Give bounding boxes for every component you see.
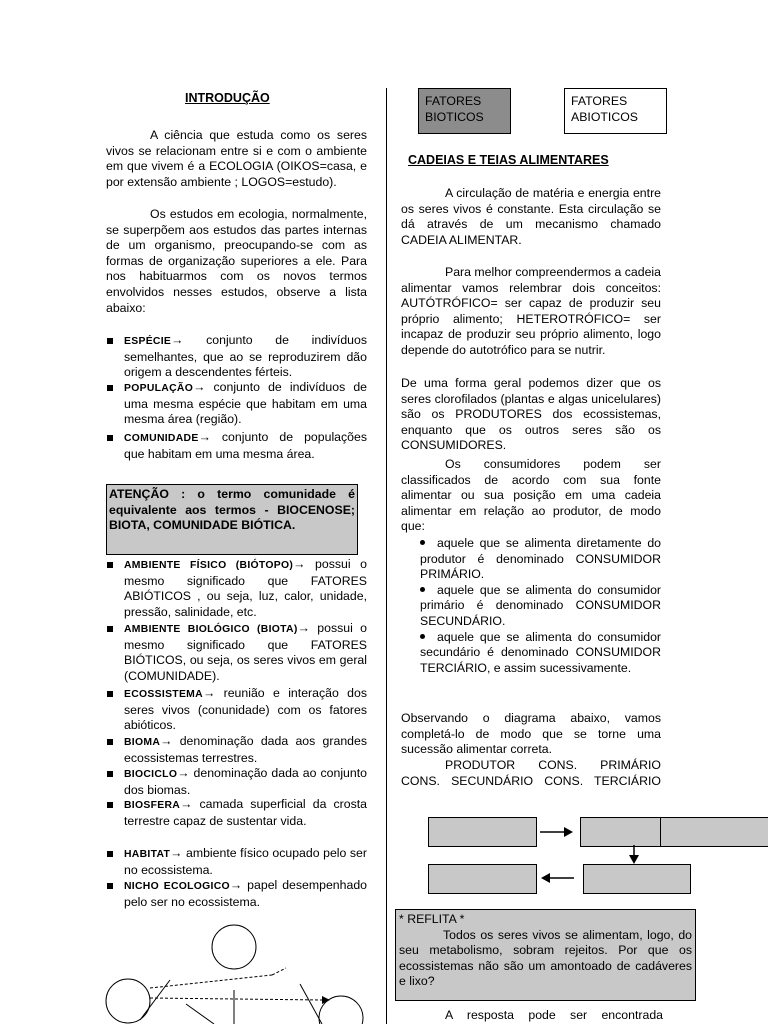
list-item (401, 583, 661, 630)
food-web-line (300, 984, 322, 1024)
box-fatores-bioticos: FATORES BIOTICOS (418, 88, 511, 134)
arrow-icon: → (198, 430, 211, 444)
bullet-square-icon (107, 739, 113, 745)
reflita-box (395, 909, 696, 1001)
list-item (401, 536, 661, 583)
list-item-text: aquele que se alimenta do consumidor primário é denominado CONSUMIDOR SECUNDÁRIO. (420, 582, 661, 628)
box-fatores-abioticos: FATORES ABIOTICOS (564, 88, 667, 134)
arrow-icon: → (297, 621, 310, 635)
bullet-square-icon (107, 385, 113, 391)
consumer-list (401, 536, 661, 676)
reflita-title: * REFLITA * (399, 912, 465, 926)
term-definition: possui o mesmo significado que FATORES ABIÓTICOS , ou seja, luz, calor, unidade, pressão, salinidade, etc. (124, 557, 367, 619)
list-item-text: aquele que se alimenta do consumidor secundário é denominado CONSUMIDOR TERCIÁRIO, e assim sucessivamente. (420, 629, 661, 675)
chains-paragraph-4: Os consumidores podem ser classificados de acordo com sua fonte alimentar ou sua posição em uma cadeia alimentar em relação ao produtor, de modo que: (401, 457, 661, 534)
term-definition: conjunto de indivíduos de uma mesma espécie que habitam em uma mesma área (região). (124, 380, 367, 427)
term-definition: denominação dada aos grandes ecossistemas terrestres. (124, 734, 367, 765)
chains-title: CADEIAS E TEIAS ALIMENTARES (408, 153, 609, 167)
arrow-icon: → (193, 380, 206, 394)
chains-paragraph-2: Para melhor compreendermos a cadeia alimentar vamos relembrar dois conceitos: AUTÓTRÓFICO= ser capaz de produzir seu próprio alimento; HETEROTRÓFICO= ser incapaz de produzir seu próprio alimento, logo depende do autotrófico para se nutrir. (401, 265, 661, 357)
arrow-icon: → (170, 846, 183, 860)
chain-box-5[interactable] (428, 864, 537, 894)
term-item-ambiente-fisico (124, 557, 367, 620)
arrow-icon: → (180, 797, 193, 811)
list-item-text: aquele que se alimenta diretamente do produtor é denominado CONSUMIDOR PRIMÁRIO. (420, 536, 661, 582)
food-web-line (186, 1004, 214, 1024)
term-item-especie (124, 333, 367, 381)
attention-box: ATENÇÃO : o termo comunidade é equivalente aos termos - BIOCENOSE; BIOTA, COMUNIDADE BIÓTICA. (106, 484, 358, 555)
bullet-dot-icon (420, 587, 425, 592)
arrow-icon: → (160, 734, 173, 748)
list-item (401, 630, 661, 677)
term-label: AMBIENTE FÍSICO (BIÓTOPO) (124, 560, 294, 571)
term-item-ambiente-biologico (124, 621, 367, 684)
term-definition: camada superficial da crosta terrestre capaz de sustentar vida. (124, 797, 367, 828)
term-item-populacao (124, 380, 367, 428)
food-web-circle (212, 925, 256, 969)
arrow-icon: → (171, 333, 184, 347)
food-web-arrow (150, 998, 322, 1000)
chains-paragraph-3: De uma forma geral podemos dizer que os seres clorofilados (plantas e algas unicelulares) são os PRODUTORES dos ecossistemas, enquanto que os outros seres são os CONSUMIDORES. (401, 376, 661, 453)
term-definition: denominação dada ao conjunto dos biomas. (124, 766, 367, 797)
bullet-square-icon (107, 435, 113, 441)
term-definition: papel desempenhado pelo ser no ecossistema. (124, 878, 368, 909)
chain-box-4[interactable] (583, 864, 691, 894)
chain-box-1[interactable] (428, 817, 537, 847)
bullet-square-icon (107, 802, 113, 808)
term-label: NICHO ECOLOGICO (124, 881, 230, 892)
term-item-biosfera (124, 797, 367, 829)
term-definition: possui o mesmo significado que FATORES BIÓTICOS, ou seja, os seres vivos em geral (COMUNIDADE). (124, 621, 367, 683)
intro-paragraph-2: Os estudos em ecologia, normalmente, se superpõem aos estudos das partes internas de um organismo, preocupando-se com as formas de organização superiores a ele. Para nos habituarmos com os novos termos envolvidos nesses estudos, observe a lista abaixo: (106, 207, 367, 315)
chain-arrow-right-icon (540, 824, 574, 840)
chain-words: PRODUTOR CONS. PRIMÁRIO CONS. SECUNDÁRIO CONS. TERCIÁRIO (401, 758, 661, 788)
answer-line: A resposta pode ser encontrada (445, 1008, 663, 1022)
term-label: BIOSFERA (124, 800, 181, 811)
bullet-square-icon (107, 562, 113, 568)
term-item-ecossistema (124, 686, 367, 734)
term-item-biociclo (124, 766, 367, 798)
bullet-square-icon (107, 851, 113, 857)
bullet-dot-icon (420, 540, 425, 545)
term-label: AMBIENTE BIOLÓGICO (BIOTA) (124, 624, 298, 635)
arrow-icon: → (293, 557, 306, 571)
term-item-comunidade (124, 430, 367, 462)
bullet-square-icon (107, 338, 113, 344)
term-definition: conjunto de populações que habitam em uma mesma área. (124, 430, 367, 461)
term-label: ESPÉCIE (124, 336, 172, 347)
food-web-arrow (272, 968, 286, 975)
chain-box-3[interactable] (660, 817, 768, 847)
bullet-dot-icon (420, 634, 425, 639)
term-label: BIOMA (124, 737, 161, 748)
bullet-square-icon (107, 691, 113, 697)
column-divider (386, 88, 387, 1024)
chains-paragraph-5: Observando o diagrama abaixo, vamos completá-lo de modo que se torne uma sucessão alimentar correta. (401, 711, 661, 757)
bullet-square-icon (107, 626, 113, 632)
bullet-square-icon (107, 883, 113, 889)
term-label: HABITAT (124, 849, 171, 860)
chain-arrow-left-icon (540, 870, 574, 886)
chains-paragraph-1: A circulação de matéria e energia entre os seres vivos é constante. Esta circulação se dá através de um mecanismo chamado CADEIA ALIMENTAR. (401, 186, 661, 247)
chain-arrow-down-icon (626, 845, 642, 865)
food-web-diagram (100, 920, 370, 1024)
reflita-text: Todos os seres vivos se alimentam, logo, do seu metabolismo, sobram rejeitos. Por que os ecossistemas não são um amontoado de cadáveres e lixo? (399, 927, 692, 989)
intro-paragraph-1: A ciência que estuda como os seres vivos se relacionam entre si e com o ambiente em que vivem é a ECOLOGIA (OIKOS=casa, e por extensão ambiente ; LOGOS=estudo). (106, 128, 367, 189)
term-definition: ambiente físico ocupado pelo ser no ecossistema. (124, 846, 367, 877)
term-item-nicho-ecologico (124, 878, 367, 910)
term-item-bioma (124, 734, 367, 766)
term-definition: reunião e interação dos seres vivos (conunidade) com os fatores abióticos. (124, 686, 367, 733)
arrow-icon: → (177, 766, 190, 780)
term-label: COMUNIDADE (124, 433, 199, 444)
arrow-icon: → (229, 878, 243, 892)
intro-title: INTRODUÇÃO (185, 91, 270, 105)
term-label: POPULAÇÃO (124, 383, 194, 394)
term-item-habitat (124, 846, 367, 878)
bullet-square-icon (107, 771, 113, 777)
food-web-circle (106, 979, 150, 1023)
term-definition: conjunto de indivíduos semelhantes, que ao se reproduzirem dão origem a descendentes férteis. (124, 333, 367, 380)
chain-box-2[interactable] (580, 817, 662, 847)
arrow-icon: → (202, 686, 216, 700)
term-label: BIOCICLO (124, 769, 178, 780)
term-label: ECOSSISTEMA (124, 689, 203, 700)
